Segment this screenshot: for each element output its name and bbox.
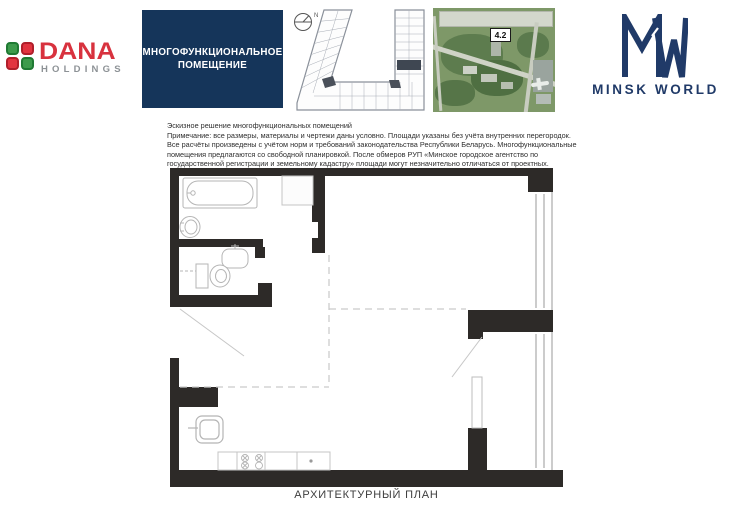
wc-washbasin	[222, 244, 248, 268]
dana-brand-name: DANA	[39, 37, 116, 65]
title-line-2: ПОМЕЩЕНИЕ	[177, 60, 248, 71]
bathtub	[183, 178, 257, 208]
vent-shaft	[282, 176, 313, 205]
disclaimer-line: государственной регистрации и земельному кадастру» площади могут незначительно отличаться от проектных.	[167, 159, 549, 169]
north-label: N	[314, 13, 319, 19]
plan-caption: АРХИТЕКТУРНЫЙ ПЛАН	[294, 489, 439, 501]
toilet	[180, 264, 230, 288]
plan-walls	[170, 168, 563, 487]
entry-door-swing	[180, 309, 244, 356]
minsk-world-brand-name: MINSK WORLD	[592, 82, 719, 97]
balcony-door-leaf	[472, 377, 482, 428]
disclaimer-line: Примечание: все размеры, материалы и чертежи даны условно. Площади указаны без учёта внутренних перегородок.	[167, 130, 571, 140]
site-unit-badge: 4.2	[490, 28, 511, 42]
appliance-knob	[309, 459, 312, 462]
title-line-1: МНОГОФУНКЦИОНАЛЬНОЕ	[142, 47, 283, 58]
balcony-door-swing	[452, 337, 482, 377]
disclaimer-line: Эскизное решение многофункциональных помещений	[167, 121, 353, 130]
disclaimer-line: помещения предлагаются со свободной планировкой. После обмеров РУП «Минское городское агентство по	[167, 149, 539, 159]
kitchen-counter	[218, 452, 330, 470]
disclaimer-line: Все расчёты произведены с учётом норм и требований законодательства Республики Беларусь. Многофункциональные	[167, 140, 577, 150]
bathroom-sink	[180, 217, 200, 238]
kitchen-sink	[188, 416, 223, 443]
dana-brand-sub: HOLDINGS	[41, 64, 125, 75]
